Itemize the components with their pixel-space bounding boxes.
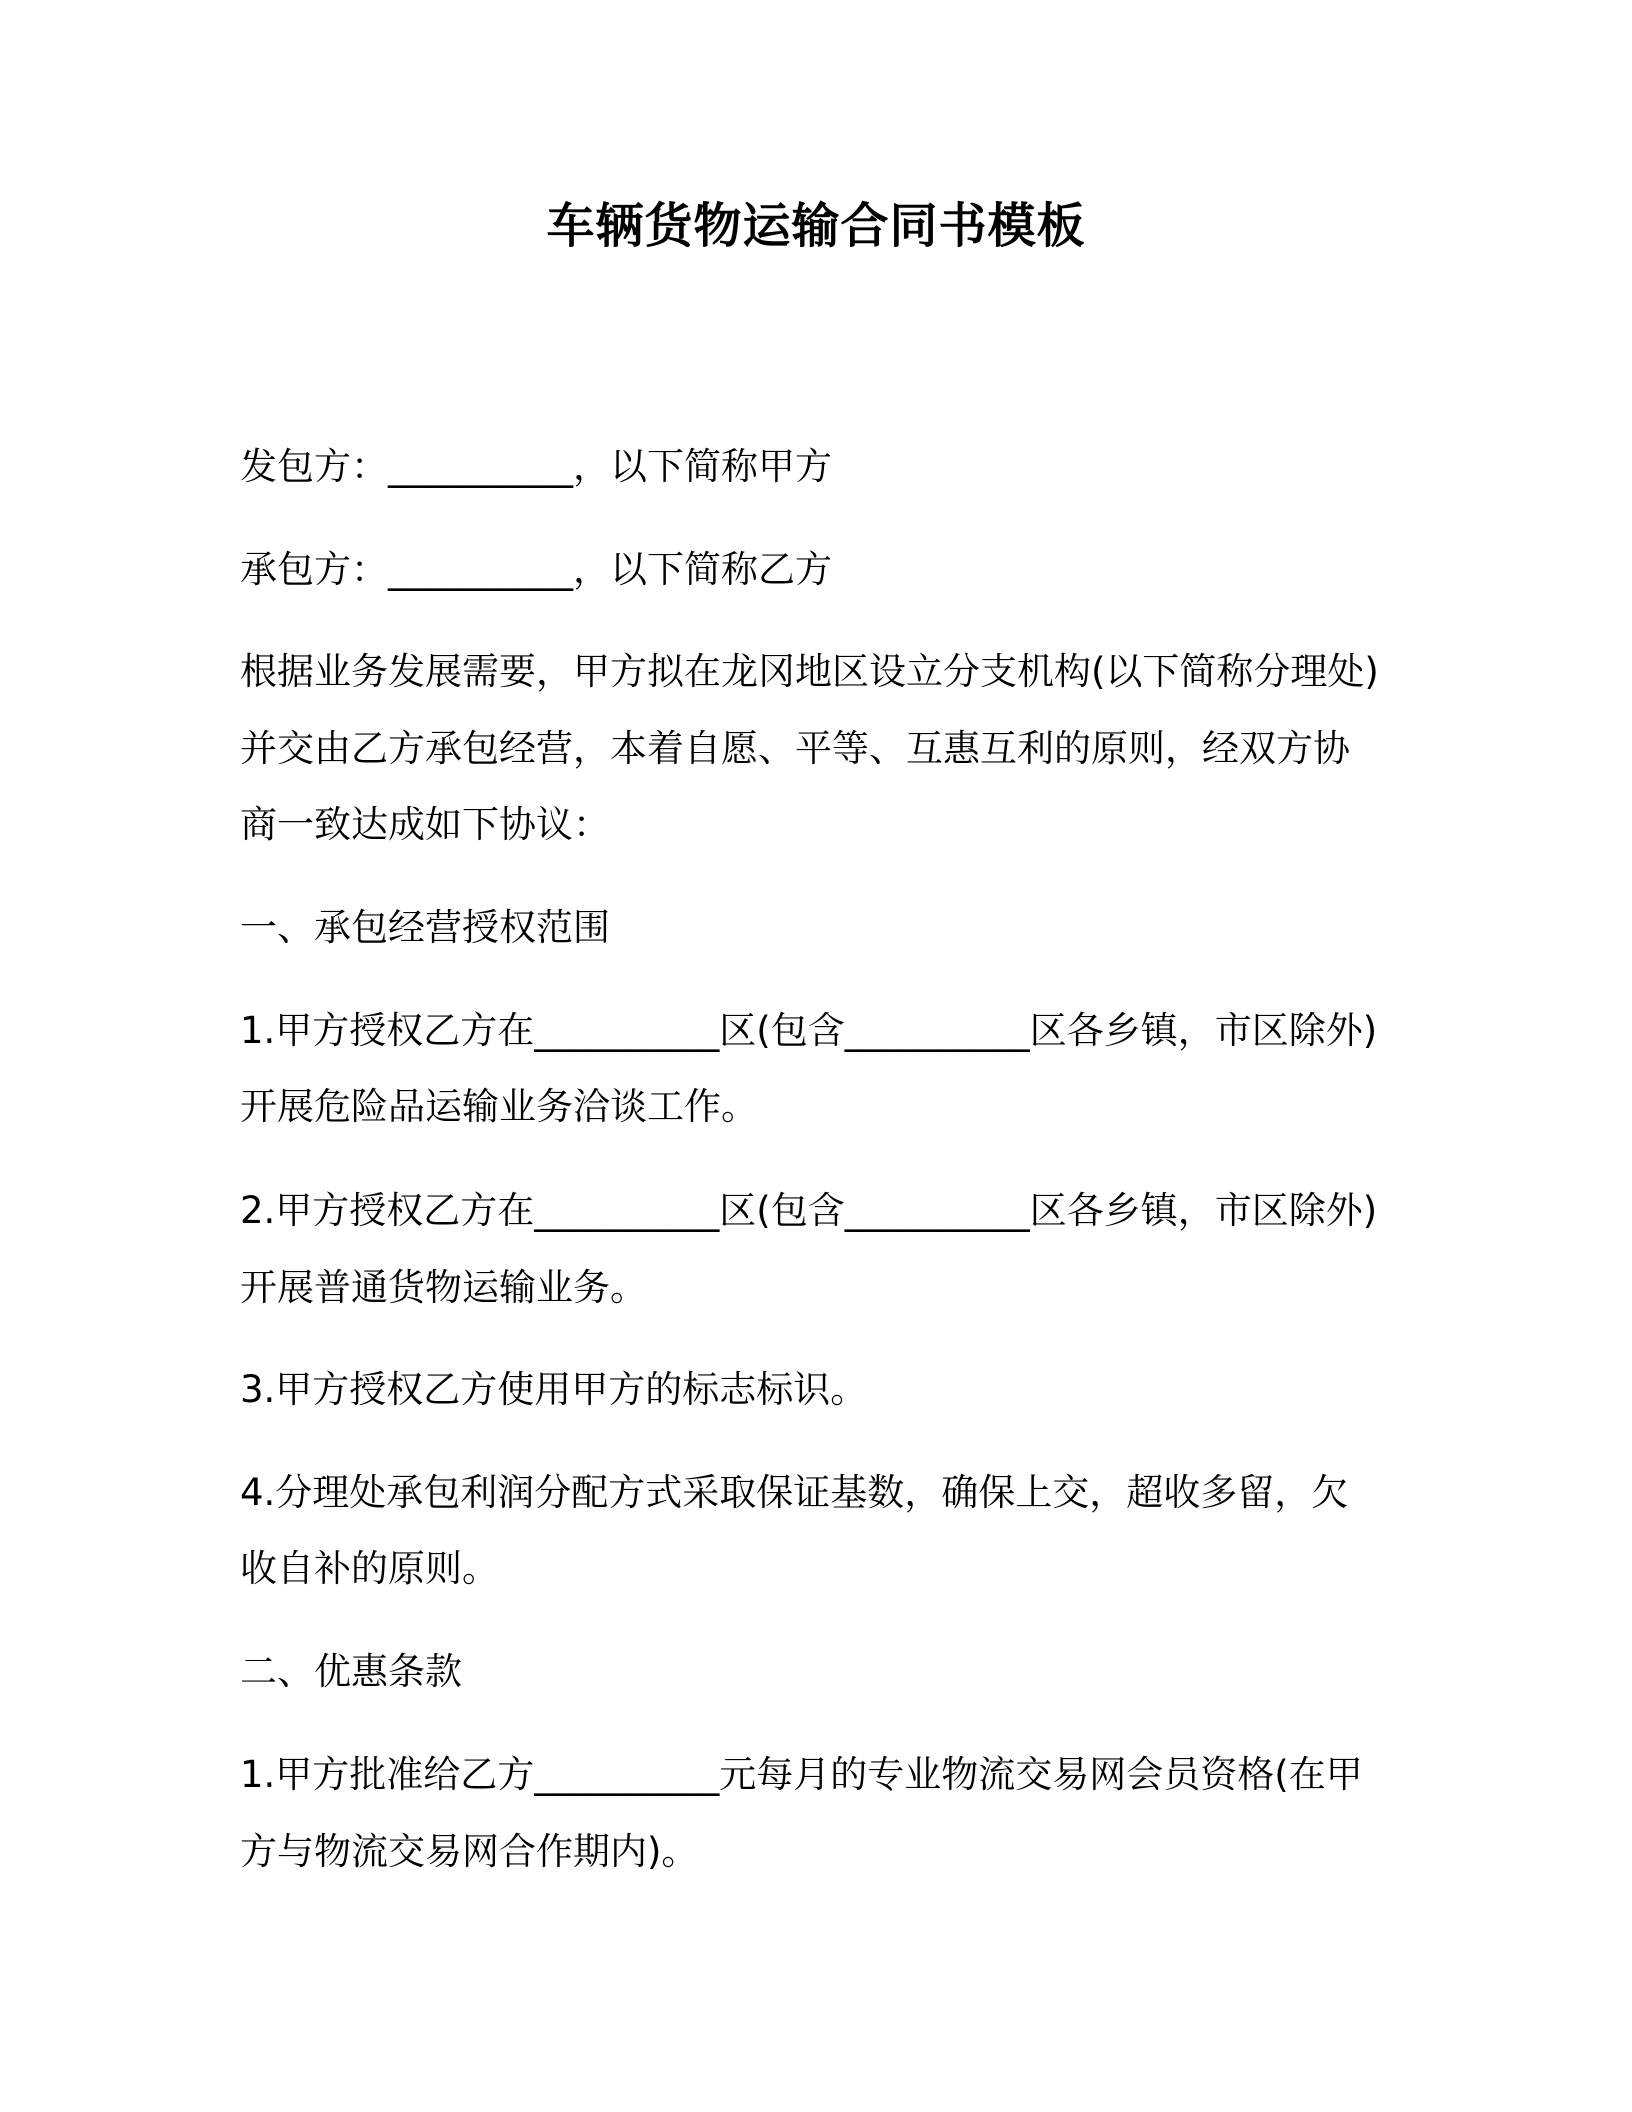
clause-2-1-line-1: 1.甲方批准给乙方__________元每月的专业物流交易网会员资格(在甲 [240, 1753, 1363, 1796]
section-heading-2: 二、优惠条款 [240, 1650, 462, 1693]
clause-1-2-line-2: 开展普通货物运输业务。 [240, 1266, 647, 1309]
document-title: 车辆货物运输合同书模板 [546, 198, 1086, 254]
party-a-line: 发包方：__________，以下简称甲方 [240, 445, 832, 488]
clause-1-4-line-1: 4.分理处承包利润分配方式采取保证基数，确保上交，超收多留，欠 [240, 1471, 1349, 1514]
section-heading-1: 一、承包经营授权范围 [240, 906, 610, 949]
clause-1-1-line-1: 1.甲方授权乙方在__________区(包含__________区各乡镇，市区除外) [240, 1009, 1378, 1052]
preamble-line-2: 并交由乙方承包经营，本着自愿、平等、互惠互利的原则，经双方协 [240, 727, 1350, 770]
clause-1-2-line-1: 2.甲方授权乙方在__________区(包含__________区各乡镇，市区除外) [240, 1189, 1378, 1232]
party-b-line: 承包方：__________，以下简称乙方 [240, 548, 832, 591]
preamble-line-1: 根据业务发展需要，甲方拟在龙冈地区设立分支机构(以下简称分理处) [240, 650, 1379, 693]
clause-1-1-line-2: 开展危险品运输业务洽谈工作。 [240, 1085, 758, 1128]
clause-1-3: 3.甲方授权乙方使用甲方的标志标识。 [240, 1368, 868, 1411]
clause-2-1-line-2: 方与物流交易网合作期内)。 [240, 1830, 699, 1873]
preamble-line-3: 商一致达成如下协议： [240, 803, 610, 846]
clause-1-4-line-2: 收自补的原则。 [240, 1547, 499, 1590]
